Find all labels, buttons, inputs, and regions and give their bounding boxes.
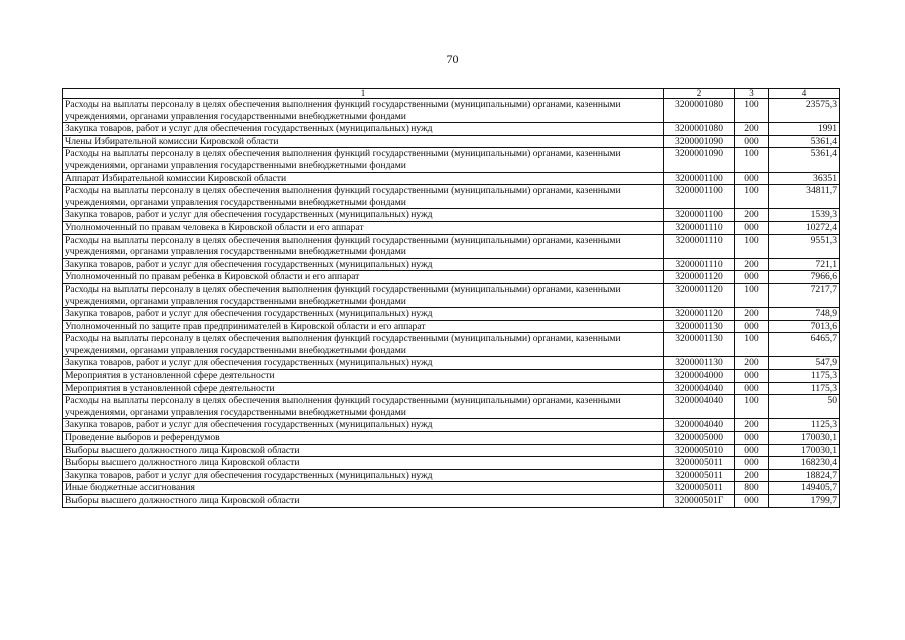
row-code-cell: 3200001130 <box>664 357 735 370</box>
row-type-cell: 200 <box>735 258 769 271</box>
header-col-type: 3 <box>735 89 769 99</box>
table-row <box>63 382 840 395</box>
row-sum-cell: 1991 <box>769 123 840 136</box>
row-name-cell: Выборы высшего должностного лица Кировской области <box>63 457 664 470</box>
table-row <box>63 209 840 222</box>
header-col-sum: 4 <box>769 89 840 99</box>
table-row <box>63 482 840 495</box>
table-row <box>63 457 840 470</box>
row-sum-cell: 7217,7 <box>769 283 840 307</box>
row-code-cell: 320000501Г <box>664 495 735 508</box>
row-type-cell: 200 <box>735 123 769 136</box>
row-sum-cell: 748,9 <box>769 308 840 321</box>
row-code-cell: 3200001090 <box>664 148 735 172</box>
row-code-cell: 3200001130 <box>664 320 735 333</box>
table-row <box>63 135 840 148</box>
row-name-cell: Расходы на выплаты персоналу в целях обеспечения выполнения функций государственными (муниципальными) органами, казенными учреждениями, органами управления государственными внебюджетными фондами <box>63 283 664 307</box>
row-code-cell: 3200001100 <box>664 185 735 209</box>
row-sum-cell: 7966,6 <box>769 271 840 284</box>
row-code-cell: 3200001110 <box>664 221 735 234</box>
table-row <box>63 271 840 284</box>
row-type-cell: 000 <box>735 320 769 333</box>
row-type-cell: 100 <box>735 234 769 258</box>
row-sum-cell: 50 <box>769 395 840 419</box>
row-type-cell: 000 <box>735 370 769 383</box>
table-row <box>63 221 840 234</box>
row-code-cell: 3200001110 <box>664 234 735 258</box>
row-name-cell: Аппарат Избирательной комиссии Кировской области <box>63 172 664 185</box>
table-row <box>63 234 840 258</box>
row-type-cell: 200 <box>735 357 769 370</box>
row-sum-cell: 6465,7 <box>769 333 840 357</box>
row-name-cell: Расходы на выплаты персоналу в целях обеспечения выполнения функций государственными (муниципальными) органами, казенными учреждениями, органами управления государственными внебюджетными фондами <box>63 99 664 123</box>
row-type-cell: 100 <box>735 395 769 419</box>
row-code-cell: 3200004040 <box>664 419 735 432</box>
row-sum-cell: 36351 <box>769 172 840 185</box>
table-row <box>63 469 840 482</box>
row-sum-cell: 170030,1 <box>769 444 840 457</box>
row-name-cell: Выборы высшего должностного лица Кировской области <box>63 444 664 457</box>
table-row <box>63 395 840 419</box>
row-type-cell: 100 <box>735 99 769 123</box>
table-row <box>63 148 840 172</box>
row-type-cell: 100 <box>735 283 769 307</box>
table-header-row <box>63 89 840 99</box>
row-name-cell: Уполномоченный по защите прав предпринимателей в Кировской области и его аппарат <box>63 320 664 333</box>
row-code-cell: 3200004000 <box>664 370 735 383</box>
table-row <box>63 308 840 321</box>
table-row <box>63 172 840 185</box>
row-type-cell: 800 <box>735 482 769 495</box>
row-name-cell: Расходы на выплаты персоналу в целях обеспечения выполнения функций государственными (муниципальными) органами, казенными учреждениями, органами управления государственными внебюджетными фондами <box>63 185 664 209</box>
row-name-cell: Закупка товаров, работ и услуг для обеспечения государственных (муниципальных) нужд <box>63 308 664 321</box>
row-code-cell: 3200001090 <box>664 135 735 148</box>
header-col-code: 2 <box>664 89 735 99</box>
row-code-cell: 3200001130 <box>664 333 735 357</box>
row-code-cell: 3200001080 <box>664 123 735 136</box>
row-name-cell: Члены Избирательной комиссии Кировской области <box>63 135 664 148</box>
row-sum-cell: 547,9 <box>769 357 840 370</box>
row-code-cell: 3200005011 <box>664 469 735 482</box>
row-name-cell: Уполномоченный по правам человека в Кировской области и его аппарат <box>63 221 664 234</box>
row-sum-cell: 170030,1 <box>769 432 840 445</box>
row-type-cell: 000 <box>735 382 769 395</box>
row-code-cell: 3200005011 <box>664 482 735 495</box>
row-sum-cell: 34811,7 <box>769 185 840 209</box>
row-type-cell: 000 <box>735 432 769 445</box>
row-name-cell: Закупка товаров, работ и услуг для обеспечения государственных (муниципальных) нужд <box>63 123 664 136</box>
row-sum-cell: 149405,7 <box>769 482 840 495</box>
budget-table <box>62 88 840 508</box>
table-row <box>63 357 840 370</box>
row-name-cell: Закупка товаров, работ и услуг для обеспечения государственных (муниципальных) нужд <box>63 209 664 222</box>
row-sum-cell: 5361,4 <box>769 148 840 172</box>
table-body <box>63 99 840 508</box>
row-code-cell: 3200005011 <box>664 457 735 470</box>
table-row <box>63 258 840 271</box>
row-name-cell: Проведение выборов и референдумов <box>63 432 664 445</box>
table-row <box>63 185 840 209</box>
row-code-cell: 3200001100 <box>664 172 735 185</box>
row-type-cell: 200 <box>735 308 769 321</box>
row-name-cell: Закупка товаров, работ и услуг для обеспечения государственных (муниципальных) нужд <box>63 357 664 370</box>
row-name-cell: Закупка товаров, работ и услуг для обеспечения государственных (муниципальных) нужд <box>63 258 664 271</box>
row-sum-cell: 721,1 <box>769 258 840 271</box>
row-code-cell: 3200004040 <box>664 395 735 419</box>
table-row <box>63 123 840 136</box>
table-row <box>63 444 840 457</box>
row-type-cell: 000 <box>735 221 769 234</box>
row-sum-cell: 1125,3 <box>769 419 840 432</box>
table-row <box>63 320 840 333</box>
row-type-cell: 000 <box>735 444 769 457</box>
table-row <box>63 419 840 432</box>
row-name-cell: Расходы на выплаты персоналу в целях обеспечения выполнения функций государственными (муниципальными) органами, казенными учреждениями, органами управления государственными внебюджетными фондами <box>63 148 664 172</box>
row-name-cell: Расходы на выплаты персоналу в целях обеспечения выполнения функций государственными (муниципальными) органами, казенными учреждениями, органами управления государственными внебюджетными фондами <box>63 395 664 419</box>
row-type-cell: 200 <box>735 469 769 482</box>
row-sum-cell: 10272,4 <box>769 221 840 234</box>
row-name-cell: Уполномоченный по правам ребенка в Кировской области и его аппарат <box>63 271 664 284</box>
table-row <box>63 370 840 383</box>
row-type-cell: 000 <box>735 495 769 508</box>
row-type-cell: 000 <box>735 271 769 284</box>
table-row <box>63 432 840 445</box>
row-type-cell: 100 <box>735 148 769 172</box>
row-sum-cell: 18824,7 <box>769 469 840 482</box>
row-type-cell: 100 <box>735 185 769 209</box>
row-sum-cell: 1539,3 <box>769 209 840 222</box>
row-name-cell: Выборы высшего должностного лица Кировской области <box>63 495 664 508</box>
header-col-name: 1 <box>63 89 664 99</box>
row-code-cell: 3200001120 <box>664 308 735 321</box>
row-code-cell: 3200005000 <box>664 432 735 445</box>
row-code-cell: 3200005010 <box>664 444 735 457</box>
row-code-cell: 3200004040 <box>664 382 735 395</box>
row-code-cell: 3200001110 <box>664 258 735 271</box>
row-name-cell: Мероприятия в установленной сфере деятельности <box>63 382 664 395</box>
row-sum-cell: 9551,3 <box>769 234 840 258</box>
row-code-cell: 3200001120 <box>664 283 735 307</box>
row-type-cell: 000 <box>735 457 769 470</box>
row-sum-cell: 23575,3 <box>769 99 840 123</box>
table-row <box>63 99 840 123</box>
table-row <box>63 333 840 357</box>
row-sum-cell: 5361,4 <box>769 135 840 148</box>
row-name-cell: Иные бюджетные ассигнования <box>63 482 664 495</box>
row-type-cell: 100 <box>735 333 769 357</box>
row-type-cell: 200 <box>735 209 769 222</box>
row-name-cell: Расходы на выплаты персоналу в целях обеспечения выполнения функций государственными (муниципальными) органами, казенными учреждениями, органами управления государственными внебюджетными фондами <box>63 333 664 357</box>
page-number: 70 <box>446 52 459 66</box>
row-code-cell: 3200001120 <box>664 271 735 284</box>
row-sum-cell: 7013,6 <box>769 320 840 333</box>
row-code-cell: 3200001100 <box>664 209 735 222</box>
row-code-cell: 3200001080 <box>664 99 735 123</box>
row-sum-cell: 1175,3 <box>769 370 840 383</box>
row-sum-cell: 168230,4 <box>769 457 840 470</box>
row-name-cell: Закупка товаров, работ и услуг для обеспечения государственных (муниципальных) нужд <box>63 419 664 432</box>
row-type-cell: 200 <box>735 419 769 432</box>
row-name-cell: Мероприятия в установленной сфере деятельности <box>63 370 664 383</box>
row-type-cell: 000 <box>735 172 769 185</box>
row-sum-cell: 1799,7 <box>769 495 840 508</box>
table-row <box>63 495 840 508</box>
row-sum-cell: 1175,3 <box>769 382 840 395</box>
row-type-cell: 000 <box>735 135 769 148</box>
row-name-cell: Закупка товаров, работ и услуг для обеспечения государственных (муниципальных) нужд <box>63 469 664 482</box>
table-row <box>63 283 840 307</box>
row-name-cell: Расходы на выплаты персоналу в целях обеспечения выполнения функций государственными (муниципальными) органами, казенными учреждениями, органами управления государственными внебюджетными фондами <box>63 234 664 258</box>
